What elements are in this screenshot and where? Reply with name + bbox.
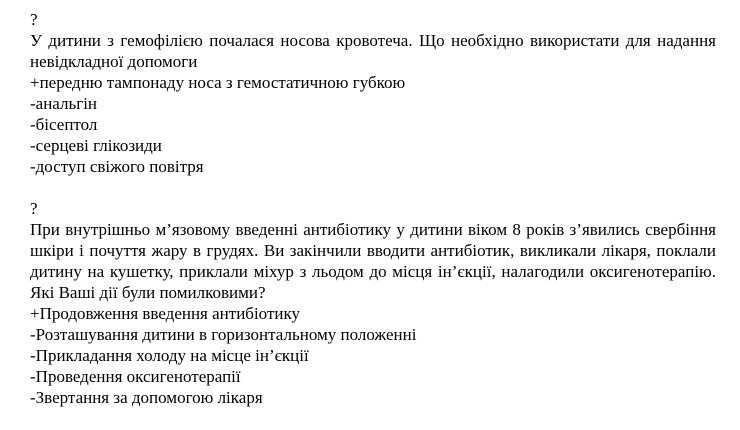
answer-option-correct: +передню тампонаду носа з гемостатичною губкою [30,73,406,92]
paragraph-spacer [30,177,716,198]
document-page [30,9,716,408]
answer-option: -Прикладання холоду на місце ін’єкції [30,346,309,365]
question-marker: ? [30,199,38,218]
question-1 [30,9,716,177]
answer-option: -Звертання за допомогою лікаря [30,388,263,407]
answer-option: -Розташування дитини в горизонтальному положенні [30,325,417,344]
question-2 [30,198,716,408]
answer-option: -серцеві глікозиди [30,136,162,155]
question-text: У дитини з гемофілією почалася носова кровотеча. Що необхідно використати для надання невідкладної допомоги [30,31,716,71]
answer-option-correct: +Продовження введення антибіотику [30,304,300,323]
answer-option: -Проведення оксигенотерапії [30,367,241,386]
answer-option: -доступ свіжого повітря [30,157,204,176]
question-text: При внутрішньо м’язовому введенні антибіотику у дитини віком 8 років з’явились свербіння шкіри і почуття жару в грудях. Ви закінчили вводити антибіотик, викликали лікаря, поклали дитину на кушетку, приклали міхур з льодом до місця ін’єкції, налагодили оксигенотерапію. Які Ваші дії були помилковими? [30,220,716,302]
answer-option: -анальгін [30,94,98,113]
question-marker: ? [30,10,38,29]
answer-option: -бісептол [30,115,98,134]
